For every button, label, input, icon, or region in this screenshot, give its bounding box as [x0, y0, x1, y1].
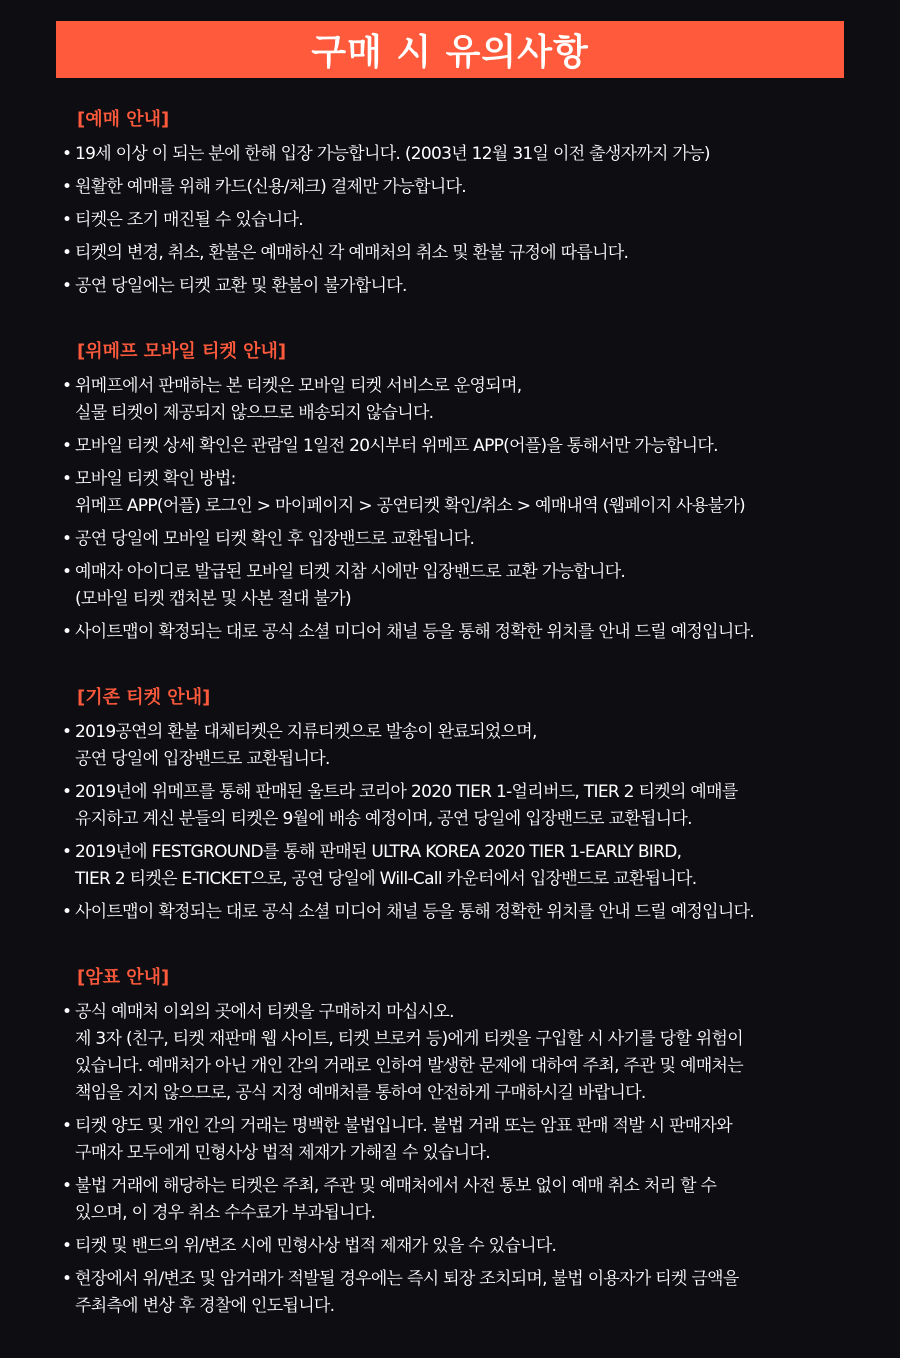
notice-list	[62, 373, 862, 646]
list-item-line: • 모바일 티켓 확인 방법:	[75, 469, 236, 489]
list-item	[62, 1266, 862, 1320]
list-item	[62, 1173, 862, 1227]
notice-content	[62, 106, 862, 1358]
list-item	[62, 559, 862, 613]
section-heading: [암표 안내]	[77, 967, 170, 988]
list-item-line: 실물 티켓이 제공되지 않으므로 배송되지 않습니다.	[75, 403, 434, 423]
list-item-line: • 원활한 예매를 위해 카드(신용/체크) 결제만 가능합니다.	[75, 177, 466, 197]
list-item	[62, 719, 862, 773]
list-item-line: 책임을 지지 않으므로, 공식 지정 예매처를 통하여 안전하게 구매하시길 바랍니다.	[75, 1083, 646, 1103]
list-item-line: • 티켓 및 밴드의 위/변조 시에 민형사상 법적 제재가 있을 수 있습니다.	[75, 1236, 557, 1256]
list-item-line: • 티켓의 변경, 취소, 환불은 예매하신 각 예매처의 취소 및 환불 규정에 따릅니다.	[75, 243, 629, 263]
list-item-line: 제 3자 (친구, 티켓 재판매 웹 사이트, 티켓 브로커 등)에게 티켓을 구입할 시 사기를 당할 위험이	[75, 1029, 743, 1049]
list-item-line: • 2019년에 FESTGROUND를 통해 판매된 ULTRA KOREA 2020 TIER 1-EARLY BIRD,	[75, 842, 682, 862]
list-item-line: • 사이트맵이 확정되는 대로 공식 소셜 미디어 채널 등을 통해 정확한 위치를 안내 드릴 예정입니다.	[75, 622, 755, 642]
list-item	[62, 466, 862, 520]
list-item-line: (모바일 티켓 캡처본 및 사본 절대 불가)	[75, 589, 351, 609]
section-heading: [위메프 모바일 티켓 안내]	[77, 341, 287, 362]
list-item-line: • 사이트맵이 확정되는 대로 공식 소셜 미디어 채널 등을 통해 정확한 위치를 안내 드릴 예정입니다.	[75, 902, 755, 922]
list-item	[62, 240, 862, 267]
list-item	[62, 899, 862, 926]
section-heading: [기존 티켓 안내]	[77, 687, 211, 708]
list-item	[62, 999, 862, 1107]
list-item-line: • 불법 거래에 해당하는 티켓은 주최, 주관 및 예매처에서 사전 통보 없이 예매 취소 처리 할 수	[75, 1176, 717, 1196]
list-item	[62, 141, 862, 168]
list-item	[62, 207, 862, 234]
list-item	[62, 839, 862, 893]
list-item-line: • 공연 당일에는 티켓 교환 및 환불이 불가합니다.	[75, 276, 407, 296]
section-scalping-info	[62, 964, 862, 1320]
list-item-line: 공연 당일에 입장밴드로 교환됩니다.	[75, 749, 330, 769]
list-item	[62, 433, 862, 460]
list-item-line: • 19세 이상 이 되는 분에 한해 입장 가능합니다. (2003년 12월 31일 이전 출생자까지 가능)	[75, 144, 710, 164]
list-item-line: 유지하고 계신 분들의 티켓은 9월에 배송 예정이며, 공연 당일에 입장밴드로 교환됩니다.	[75, 809, 692, 829]
list-item-line: • 2019년에 위메프를 통해 판매된 울트라 코리아 2020 TIER 1-얼리버드, TIER 2 티켓의 예매를	[75, 782, 738, 802]
list-item	[62, 1233, 862, 1260]
list-item-line: • 예매자 아이디로 발급된 모바일 티켓 지참 시에만 입장밴드로 교환 가능합니다.	[75, 562, 626, 582]
list-item-line: 있으며, 이 경우 취소 수수료가 부과됩니다.	[75, 1203, 376, 1223]
list-item	[62, 273, 862, 300]
section-wemakeprice-mobile-ticket-info	[62, 338, 862, 646]
list-item-line: 구매자 모두에게 민형사상 법적 제재가 가해질 수 있습니다.	[75, 1143, 490, 1163]
notice-list	[62, 719, 862, 926]
list-item-line: 주최측에 변상 후 경찰에 인도됩니다.	[75, 1296, 335, 1316]
list-item	[62, 779, 862, 833]
list-item-line: • 공식 예매처 이외의 곳에서 티켓을 구매하지 마십시오.	[75, 1002, 454, 1022]
page-title: 구매 시 유의사항	[311, 32, 589, 73]
list-item-line: • 티켓은 조기 매진될 수 있습니다.	[75, 210, 303, 230]
list-item	[62, 526, 862, 553]
list-item-line: • 2019공연의 환불 대체티켓은 지류티켓으로 발송이 완료되었으며,	[75, 722, 537, 742]
list-item-line: 있습니다. 예매처가 아닌 개인 간의 거래로 인하여 발생한 문제에 대하여 주최, 주관 및 예매처는	[75, 1056, 743, 1076]
list-item-line: 위메프 APP(어플) 로그인 > 마이페이지 > 공연티켓 확인/취소 > 예매내역 (웹페이지 사용불가)	[75, 496, 745, 516]
list-item-line: • 현장에서 위/변조 및 암거래가 적발될 경우에는 즉시 퇴장 조치되며, 불법 이용자가 티켓 금액을	[75, 1269, 739, 1289]
list-item-line: TIER 2 티켓은 E-TICKET으로, 공연 당일에 Will-Call 카운터에서 입장밴드로 교환됩니다.	[75, 869, 697, 889]
notice-list	[62, 999, 862, 1320]
section-existing-ticket-info	[62, 684, 862, 926]
list-item	[62, 174, 862, 201]
list-item	[62, 619, 862, 646]
section-heading: [예매 안내]	[77, 109, 170, 130]
list-item	[62, 373, 862, 427]
section-reservation-info	[62, 106, 862, 300]
title-banner	[56, 21, 844, 78]
list-item-line: • 모바일 티켓 상세 확인은 관람일 1일전 20시부터 위메프 APP(어플)을 통해서만 가능합니다.	[75, 436, 718, 456]
notice-list	[62, 141, 862, 300]
list-item	[62, 1113, 862, 1167]
list-item-line: • 티켓 양도 및 개인 간의 거래는 명백한 불법입니다. 불법 거래 또는 암표 판매 적발 시 판매자와	[75, 1116, 732, 1136]
list-item-line: • 위메프에서 판매하는 본 티켓은 모바일 티켓 서비스로 운영되며,	[75, 376, 522, 396]
list-item-line: • 공연 당일에 모바일 티켓 확인 후 입장밴드로 교환됩니다.	[75, 529, 475, 549]
